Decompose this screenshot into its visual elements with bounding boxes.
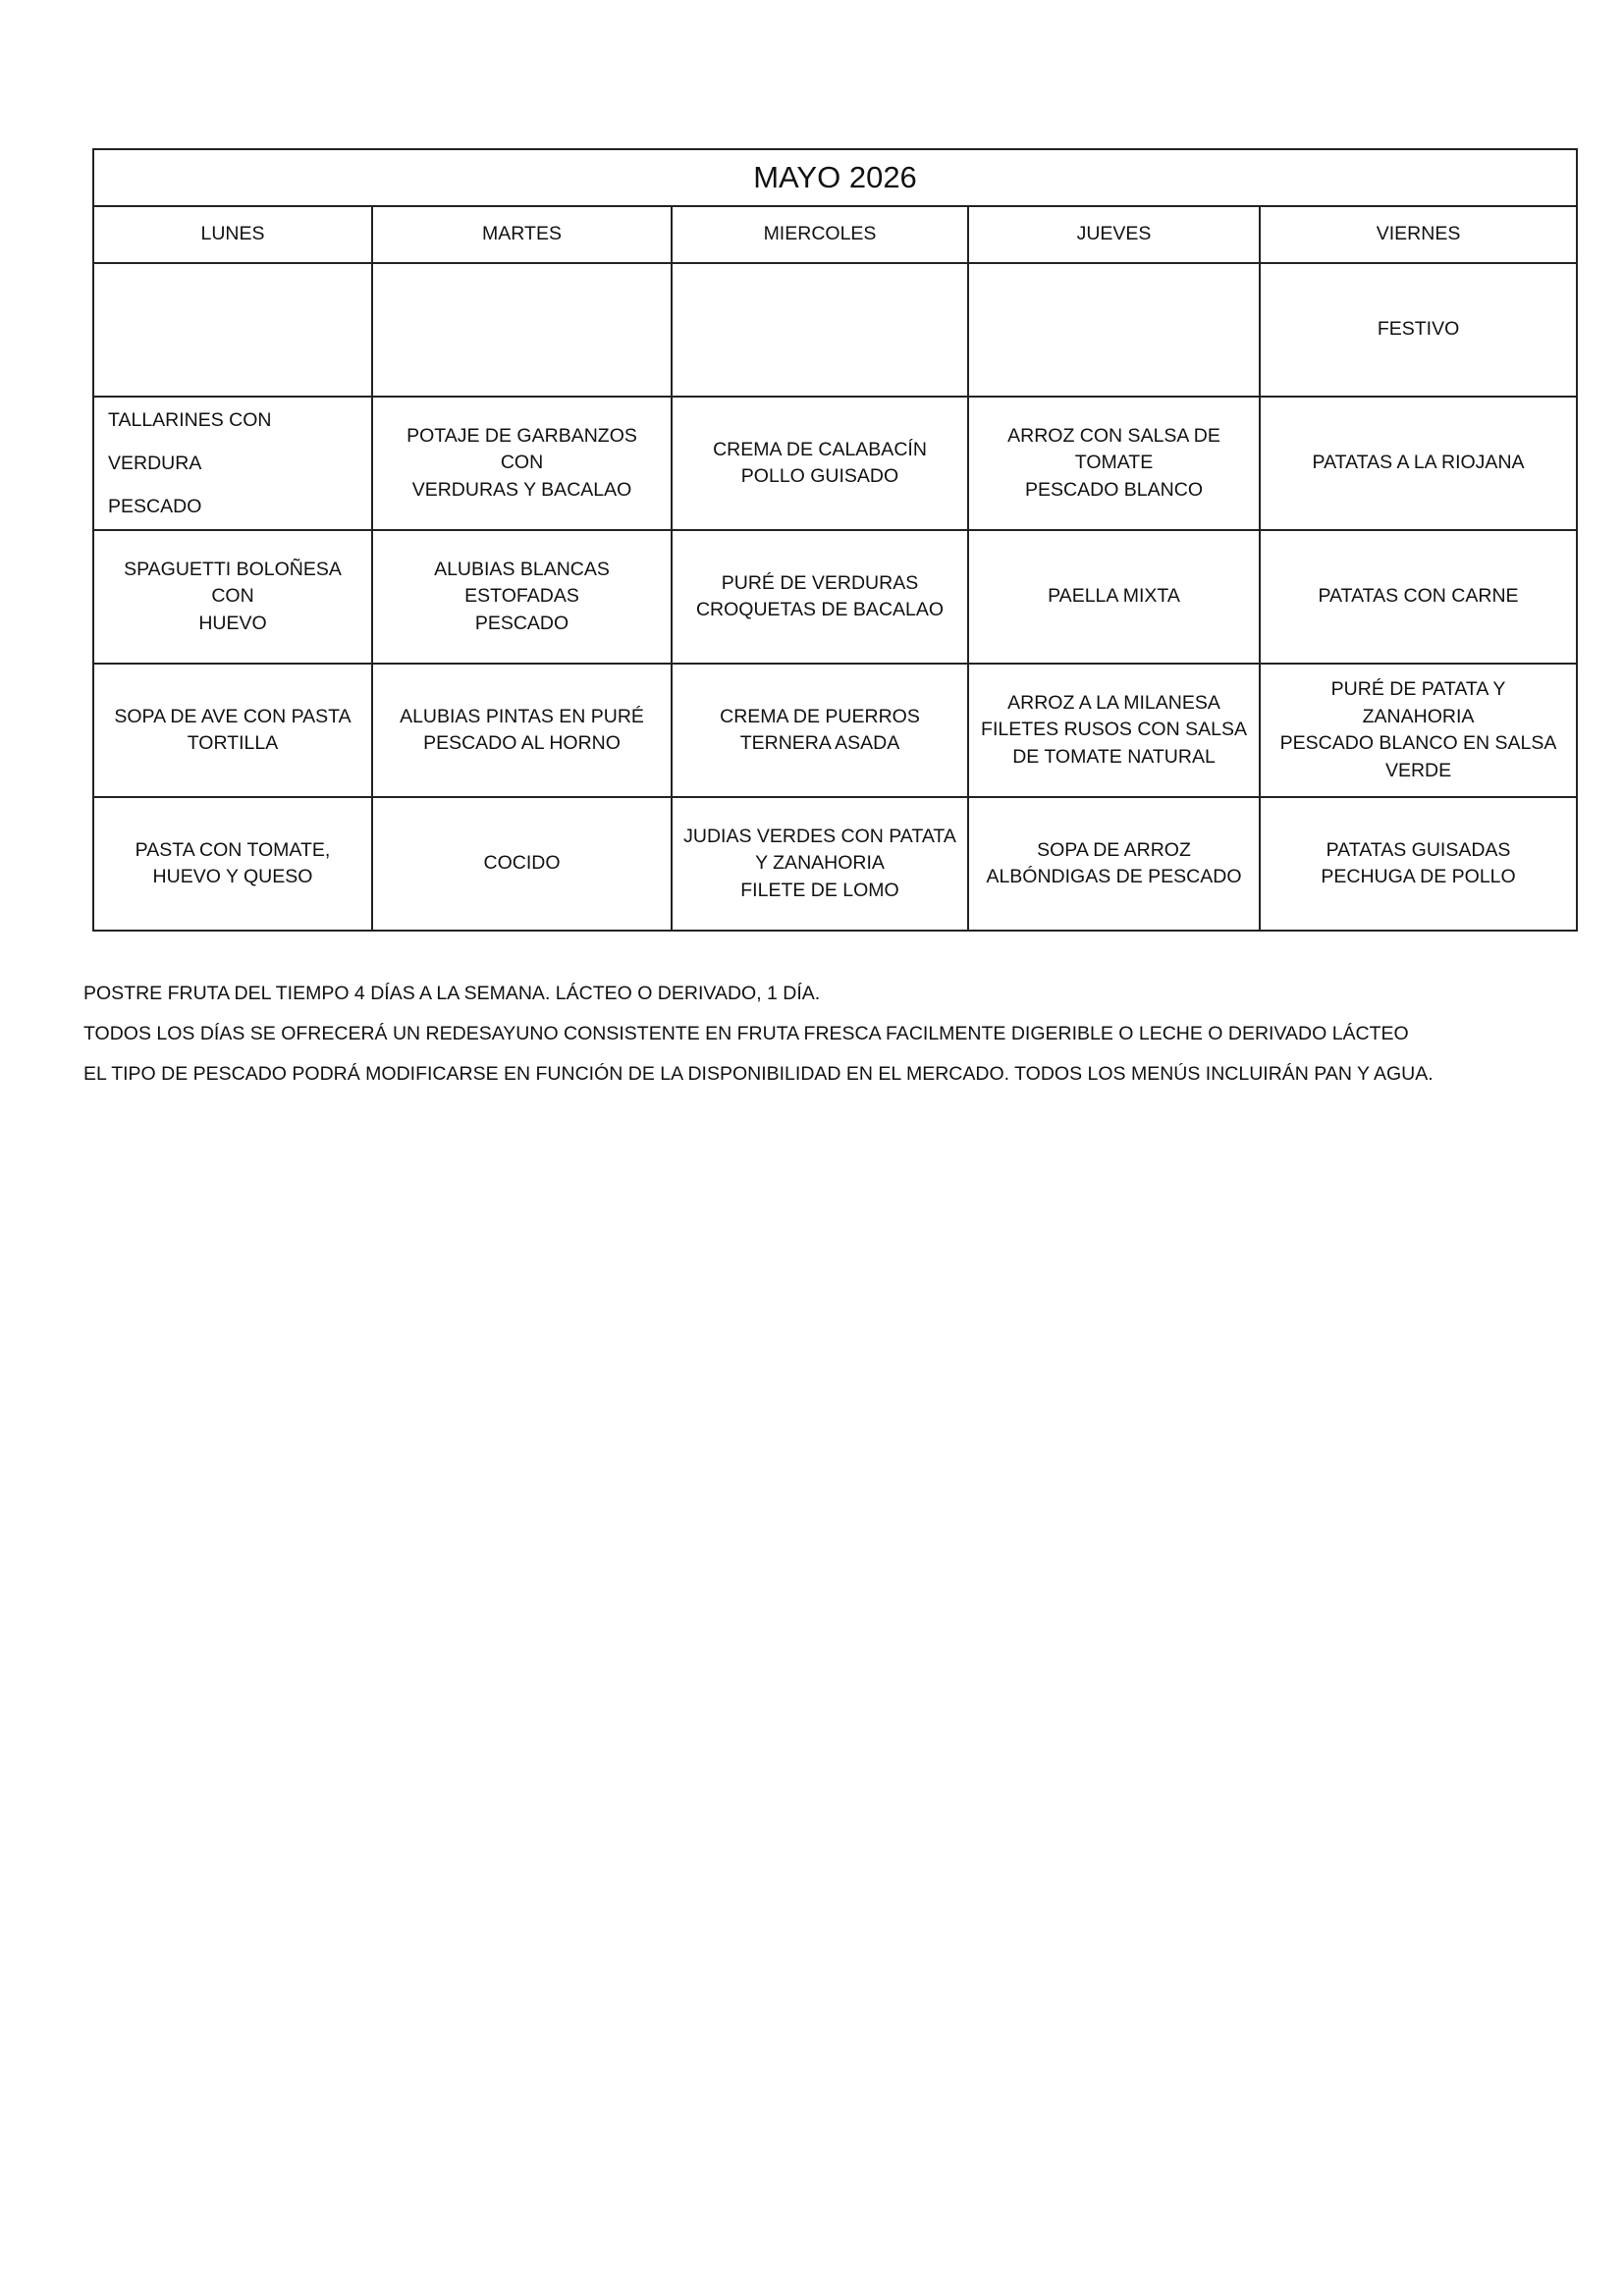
day-header-miercoles: MIERCOLES	[672, 206, 968, 263]
dish-line: PESCADO BLANCO	[1025, 478, 1203, 501]
dish-line: PESCADO	[474, 612, 569, 634]
menu-cell-viernes	[1260, 263, 1577, 397]
dish-line: ARROZ A LA MILANESA	[1007, 691, 1220, 714]
menu-cell-miercoles	[672, 263, 968, 397]
menu-week-row	[93, 664, 1577, 797]
dish-line: VERDE	[1384, 759, 1452, 781]
dish-line: Y ZANAHORIA	[755, 852, 885, 875]
menu-cell-martes	[372, 397, 672, 530]
dish-line: PATATAS GUISADAS	[1326, 838, 1511, 861]
dish-line: ESTOFADAS	[464, 585, 579, 608]
menu-cell-lunes	[93, 664, 372, 797]
dish-line: PURÉ DE PATATA Y	[1330, 678, 1506, 700]
menu-cell-viernes	[1260, 664, 1577, 797]
menu-cell-miercoles	[672, 530, 968, 664]
day-header-viernes: VIERNES	[1260, 206, 1577, 263]
note-fish: EL TIPO DE PESCADO PODRÁ MODIFICARSE EN FUNCIÓN DE LA DISPONIBILIDAD EN EL MERCADO. TODOS LOS MENÚS INCLUIRÁN PAN Y AGUA.	[83, 1063, 1434, 1085]
menu-cell-viernes	[1260, 530, 1577, 664]
menu-cell-lunes	[93, 530, 372, 664]
menu-cell-miercoles	[672, 664, 968, 797]
dish-line: FILETE DE LOMO	[740, 879, 899, 901]
dish-line: TALLARINES CON VERDURA	[108, 409, 272, 474]
dish-line: POTAJE DE GARBANZOS CON	[406, 424, 637, 474]
dish-line: ALBÓNDIGAS DE PESCADO	[986, 866, 1242, 887]
menu-week-row	[93, 263, 1577, 397]
month-title: MAYO 2026	[93, 149, 1577, 206]
dish-line: COCIDO	[483, 852, 561, 875]
dish-line: HUEVO Y QUESO	[152, 866, 313, 887]
menu-table	[92, 148, 1578, 932]
menu-cell-miercoles	[672, 397, 968, 530]
menu-cell-martes	[372, 664, 672, 797]
note-breakfast: TODOS LOS DÍAS SE OFRECERÁ UN REDESAYUNO CONSISTENTE EN FRUTA FRESCA FACILMENTE DIGERIBLE O LECHE O DERIVADO LÁCTEO	[83, 1023, 1409, 1044]
dish-line: CROQUETAS DE BACALAO	[695, 599, 945, 620]
menu-cell-martes	[372, 797, 672, 931]
menu-week-row	[93, 530, 1577, 664]
dish-line: ALUBIAS BLANCAS	[434, 558, 610, 580]
menu-cell-viernes	[1260, 797, 1577, 931]
menu-notes	[83, 974, 1434, 1095]
dish-line: PAELLA MIXTA	[1048, 585, 1180, 608]
day-header-jueves: JUEVES	[968, 206, 1260, 263]
dish-line: ALUBIAS PINTAS EN PURÉ	[400, 705, 644, 727]
dish-line: CREMA DE PUERROS	[720, 705, 920, 727]
dish-line: SOPA DE ARROZ	[1037, 838, 1191, 861]
dish-line: SOPA DE AVE CON PASTA	[114, 705, 352, 727]
menu-cell-lunes	[93, 263, 372, 397]
menu-cell-martes	[372, 263, 672, 397]
dish-line: VERDURAS Y BACALAO	[411, 478, 632, 501]
dish-line: ARROZ CON SALSA DE	[1007, 424, 1220, 447]
dish-line: FILETES RUSOS CON SALSA	[981, 719, 1247, 741]
menu-cell-martes	[372, 530, 672, 664]
dish-line: PESCADO BLANCO EN SALSA	[1279, 732, 1557, 754]
dish-line: TERNERA ASADA	[739, 732, 900, 754]
menu-cell-jueves	[968, 263, 1260, 397]
dish-line: DE TOMATE NATURAL	[1012, 745, 1216, 768]
dish-line: PECHUGA DE POLLO	[1321, 866, 1516, 887]
dish-line: FESTIVO	[1377, 318, 1460, 341]
menu-week-row	[93, 797, 1577, 931]
menu-cell-miercoles	[672, 797, 968, 931]
dish-line: PATATAS A LA RIOJANA	[1312, 452, 1525, 474]
dish-line: HUEVO	[198, 612, 267, 634]
menu-cell-jueves	[968, 797, 1260, 931]
dish-line: ZANAHORIA	[1362, 705, 1475, 727]
dish-line: JUDIAS VERDES CON PATATA	[683, 825, 956, 847]
dish-line: SPAGUETTI BOLOÑESA CON	[124, 558, 342, 608]
dish-line: POLLO GUISADO	[740, 465, 899, 487]
menu-cell-lunes	[93, 397, 372, 530]
dish-line: PATATAS CON CARNE	[1318, 585, 1519, 608]
dish-line: PURÉ DE VERDURAS	[721, 571, 919, 594]
menu-week-row	[93, 397, 1577, 530]
menu-cell-lunes	[93, 797, 372, 931]
dish-line: TOMATE	[1074, 452, 1154, 474]
day-header-martes: MARTES	[372, 206, 672, 263]
day-header-lunes: LUNES	[93, 206, 372, 263]
dish-line: PESCADO	[108, 496, 202, 517]
dish-line: PASTA CON TOMATE,	[135, 838, 331, 861]
dish-line: CREMA DE CALABACÍN	[713, 438, 927, 460]
note-dessert: POSTRE FRUTA DEL TIEMPO 4 DÍAS A LA SEMANA. LÁCTEO O DERIVADO, 1 DÍA.	[83, 983, 821, 1004]
menu-cell-jueves	[968, 664, 1260, 797]
menu-cell-viernes	[1260, 397, 1577, 530]
menu-cell-jueves	[968, 530, 1260, 664]
menu-cell-jueves	[968, 397, 1260, 530]
dish-line: PESCADO AL HORNO	[423, 732, 621, 754]
dish-line: TORTILLA	[187, 732, 279, 754]
